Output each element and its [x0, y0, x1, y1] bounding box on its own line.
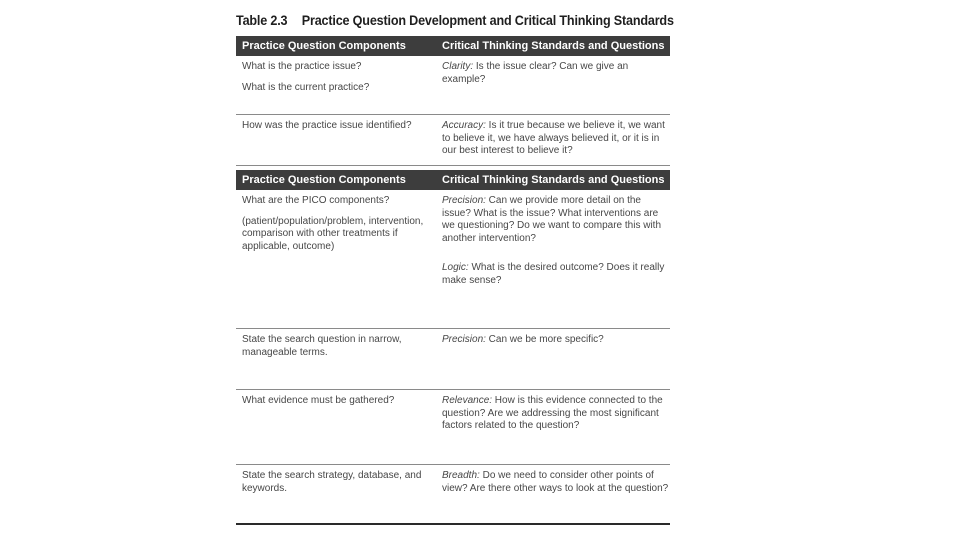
table-row	[236, 56, 670, 115]
standard-name: Clarity:	[442, 61, 474, 72]
standard-cell	[436, 390, 670, 464]
table-title-text: Practice Question Development and Critical Thinking Standards	[301, 12, 674, 28]
table-row	[236, 115, 670, 166]
standard-question: Do we need to consider other points of view? Are there other ways to look at the question?	[442, 470, 669, 494]
component-text: How was the practice issue identified?	[242, 120, 412, 131]
table-section-1	[236, 36, 670, 166]
table-row	[236, 329, 670, 390]
standard-question: Can we be more specific?	[485, 334, 604, 345]
document-page	[236, 8, 674, 525]
standard-name: Accuracy:	[442, 120, 486, 131]
standard-question: Is the issue clear? Can we give an example?	[442, 61, 629, 85]
standard-question: How is this evidence connected to the question? Are we addressing the most significant factors related to the question?	[442, 395, 663, 431]
standard-cell	[436, 115, 670, 165]
table-title	[236, 8, 674, 32]
header-practice-question-components: Practice Question Components	[242, 40, 406, 52]
practice-component-cell	[236, 329, 436, 389]
standard-cell	[436, 190, 670, 328]
standard-question: What is the desired outcome? Does it really make sense?	[442, 262, 665, 286]
standard-name: Logic:	[442, 262, 469, 273]
component-text: (patient/population/problem, intervention, comparison with other treatments if applicable, outcome)	[242, 215, 424, 252]
standard-name: Precision:	[442, 334, 486, 345]
practice-component-cell	[236, 465, 436, 523]
standard-cell	[436, 56, 670, 114]
component-text: What evidence must be gathered?	[242, 395, 395, 406]
standard-name: Breadth:	[442, 470, 480, 481]
table-header	[236, 36, 670, 56]
table-row	[236, 190, 670, 329]
standard-name: Relevance:	[442, 395, 493, 406]
standard-cell	[436, 465, 670, 523]
standard-question: Is it true because we believe it, we want to believe it, we have always believed it, or it is in our best interest to believe it?	[442, 120, 665, 156]
table-row	[236, 465, 670, 525]
header-practice-question-components: Practice Question Components	[242, 174, 406, 186]
standard-cell	[436, 329, 670, 389]
table-row	[236, 390, 670, 465]
component-text: State the search strategy, database, and keywords.	[242, 470, 422, 494]
header-critical-thinking-standards: Critical Thinking Standards and Questions	[442, 174, 665, 186]
practice-component-cell	[236, 56, 436, 114]
component-text: What are the PICO components?	[242, 195, 390, 206]
table-header	[236, 170, 670, 190]
component-text: What is the practice issue?	[242, 61, 362, 72]
standard-question: Can we provide more detail on the issue? What is the issue? What interventions are we questioning? Do we want to compare this with another intervention?	[442, 195, 662, 244]
practice-component-cell	[236, 390, 436, 464]
table-number: Table 2.3	[236, 12, 288, 28]
header-critical-thinking-standards: Critical Thinking Standards and Questions	[442, 40, 665, 52]
component-text: What is the current practice?	[242, 81, 370, 93]
practice-component-cell	[236, 115, 436, 165]
standard-name: Precision:	[442, 195, 486, 206]
table-section-2	[236, 170, 670, 525]
practice-component-cell	[236, 190, 436, 328]
component-text: State the search question in narrow, manageable terms.	[242, 334, 402, 358]
